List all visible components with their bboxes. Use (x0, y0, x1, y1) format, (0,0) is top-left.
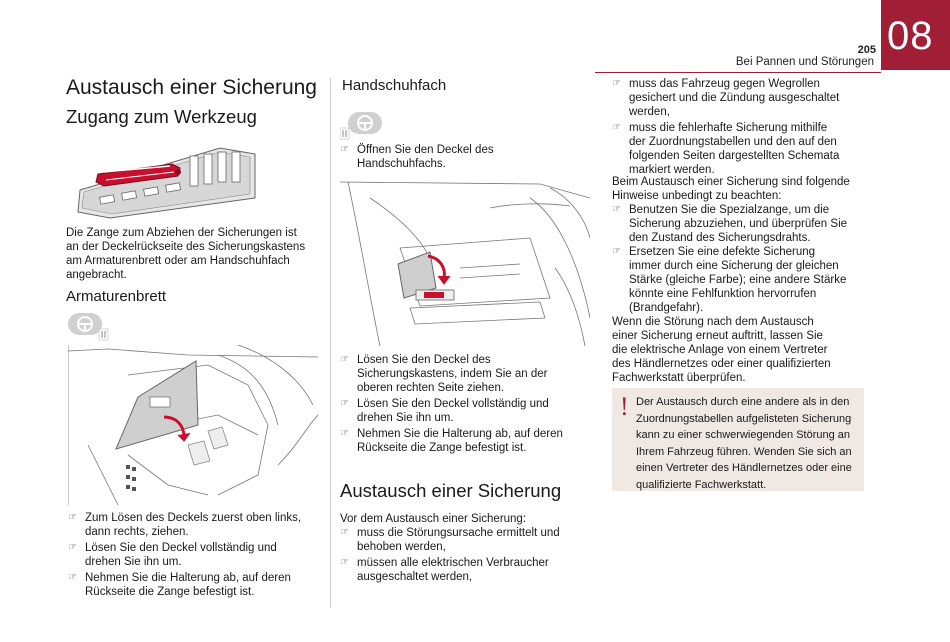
section-title: Bei Pannen und Störungen (735, 56, 874, 68)
before-label: Vor dem Austausch einer Sicherung: (340, 513, 527, 525)
step-line: markiert werden. (629, 164, 715, 176)
warning-line: qualifizierte Fachwerkstatt. (636, 478, 767, 491)
step-line: behoben werden, (357, 541, 446, 553)
step-line: muss das Fahrzeug gegen Wegrollen (629, 78, 820, 90)
warning-box (612, 388, 864, 491)
step-line: Handschuhfachs. (357, 158, 446, 170)
chapter-tab (881, 0, 950, 70)
step-line: dann rechts, ziehen. (85, 526, 189, 538)
bullet-icon: ☞ (340, 398, 349, 409)
list-item (612, 121, 874, 177)
step-line: Ersetzen Sie eine defekte Sicherung (629, 246, 816, 258)
list-item (340, 397, 590, 425)
text-line: einer Sicherung erneut auftritt, lassen Sie (612, 330, 823, 342)
step-line: Benutzen Sie die Spezialzange, um die (629, 204, 830, 216)
glovebox-steps (340, 353, 590, 457)
bullet-icon: ☞ (612, 78, 621, 89)
list-item (340, 427, 590, 455)
notes-intro (612, 175, 874, 203)
bullet-icon: ☞ (68, 512, 77, 523)
page-title: Austausch einer Sicherung (66, 76, 317, 99)
right-top-steps (612, 77, 874, 179)
step-line: Zum Lösen des Deckels zuerst oben links, (85, 512, 302, 524)
text-line: des Händlernetzes oder einer qualifizierten (612, 358, 831, 370)
step-line: Lösen Sie den Deckel vollständig und (357, 398, 549, 410)
intro-line: Die Zange zum Abziehen der Sicherungen ist (66, 227, 297, 239)
step-line: Lösen Sie den Deckel des (357, 354, 491, 366)
step-line: werden, (629, 106, 670, 118)
list-item (68, 541, 323, 569)
intro-line: am Armaturenbrett oder am Handschuhfach (66, 255, 290, 267)
list-item (340, 353, 590, 395)
step-line: (Brandgefahr). (629, 302, 704, 314)
warning-line: Ihrem Fahrzeug führen. Wenden Sie sich an (636, 445, 852, 458)
notes-list (612, 203, 874, 315)
step-line: Sicherung abzuziehen, und überprüfen Sie (629, 218, 848, 230)
bullet-icon: ☞ (340, 354, 349, 365)
intro-line: angebracht. (66, 269, 127, 281)
step-line: muss die fehlerhafte Sicherung mithilfe (629, 122, 828, 134)
bullet-icon: ☞ (68, 542, 77, 553)
fuse-puller-illustration (70, 142, 260, 222)
step-line: Nehmen Sie die Halterung ab, auf deren (85, 572, 291, 584)
warning-line: einen Vertreter des Händlernetzes oder eine (636, 462, 852, 474)
chapter-number: 08 (887, 14, 934, 58)
text-line: die elektrische Anlage von einem Vertreter (612, 344, 828, 356)
text-line: Hinweise unbedingt zu beachten: (612, 190, 782, 202)
text-line: Wenn die Störung nach dem Austausch (612, 316, 814, 328)
warning-line: Der Austausch durch eine andere als in den (636, 396, 850, 408)
step-line: muss die Störungsursache ermittelt und (357, 527, 560, 539)
list-item (68, 511, 323, 539)
closing-paragraph (612, 315, 874, 385)
header-rule (595, 72, 881, 73)
intro-line: an der Deckelrückseite des Sicherungskastens (66, 241, 306, 253)
bullet-icon: ☞ (340, 144, 349, 155)
glovebox-step-open (340, 143, 590, 173)
step-line: Rückseite die Zange befestigt ist. (357, 442, 527, 454)
text-line: Fachwerkstatt überprüfen. (612, 372, 746, 384)
page-number: 205 (857, 44, 876, 56)
step-line: Öffnen Sie den Deckel des (357, 144, 494, 156)
step-line: drehen Sie ihn um. (357, 412, 454, 424)
intro-paragraph (66, 226, 321, 282)
heading-replace-fuse: Austausch einer Sicherung (340, 480, 562, 501)
step-line: Nehmen Sie die Halterung ab, auf deren (357, 428, 563, 440)
list-item (612, 245, 874, 315)
step-line: müssen alle elektrischen Verbraucher (357, 557, 549, 569)
list-item (612, 203, 874, 245)
dashboard-fusebox-illustration (68, 345, 318, 505)
step-line: ausgeschaltet werden, (357, 571, 473, 583)
bullet-icon: ☞ (612, 204, 621, 215)
heading-glovebox: Handschuhfach (342, 77, 447, 94)
glovebox-fusebox-illustration (340, 178, 590, 346)
step-line: folgenden Seiten dargestellten Schemata (629, 150, 840, 162)
list-item (340, 556, 590, 584)
step-line: der Zuordnungstabellen und den auf den (629, 136, 837, 148)
list-item (68, 571, 323, 599)
text-line: Beim Austausch einer Sicherung sind folgende (612, 176, 850, 188)
heading-dashboard: Armaturenbrett (66, 288, 167, 305)
step-line: Lösen Sie den Deckel vollständig und (85, 542, 277, 554)
list-item (340, 143, 590, 171)
warning-icon: ! (620, 392, 629, 421)
step-line: oberen rechten Seite ziehen. (357, 382, 505, 394)
step-line: drehen Sie ihn um. (85, 556, 182, 568)
step-line: Rückseite die Zange befestigt ist. (85, 586, 255, 598)
step-line: immer durch eine Sicherung der gleichen (629, 260, 839, 272)
bullet-icon: ☞ (340, 557, 349, 568)
steering-wheel-fuse-icon (340, 110, 382, 140)
before-steps (340, 526, 590, 586)
bullet-icon: ☞ (612, 246, 621, 257)
bullet-icon: ☞ (68, 572, 77, 583)
step-line: könnte eine Fehlfunktion hervorrufen (629, 288, 817, 300)
list-item (340, 526, 590, 554)
bullet-icon: ☞ (340, 527, 349, 538)
list-item (612, 77, 874, 119)
warning-text (636, 394, 860, 493)
column-divider (330, 78, 331, 608)
warning-line: kann zu einer schwerwiegenden Störung an (636, 429, 851, 441)
subtitle-tool-access: Zugang zum Werkzeug (66, 106, 257, 127)
step-line: den Zustand des Sicherungsdrahts. (629, 232, 811, 244)
step-line: Sicherungskastens, indem Sie an der (357, 368, 548, 380)
bullet-icon: ☞ (340, 428, 349, 439)
warning-line: Zuordnungstabellen aufgelisteten Sicherung (636, 412, 852, 425)
step-line: Stärke (gleiche Farbe); eine andere Stärke (629, 274, 847, 286)
steering-wheel-fuse-icon (68, 311, 110, 341)
dashboard-steps (68, 511, 323, 601)
bullet-icon: ☞ (612, 122, 621, 133)
step-line: gesichert und die Zündung ausgeschaltet (629, 92, 840, 104)
